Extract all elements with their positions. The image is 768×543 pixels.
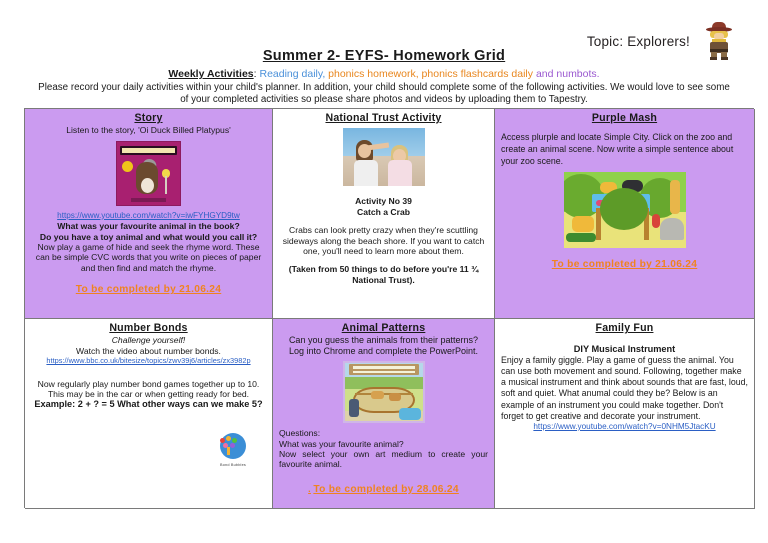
- number-bonds-subtitle: Challenge yourself!: [111, 335, 186, 346]
- story-due-date: To be completed by 21.06.24: [75, 284, 222, 296]
- animal-patterns-line-1: Can you guess the animals from their patterns?: [288, 335, 479, 346]
- intro-paragraph: Please record your daily activities within your child's planner. In addition, your child should complete some of the following activities. We would love to see some of your completed activities so please share photos and videos by uploading them to Tapestry.: [38, 82, 730, 106]
- purple-mash-due-date: To be completed by 21.06.24: [551, 259, 698, 271]
- grid-cell-number-bonds: [25, 319, 273, 509]
- story-youtube-link[interactable]: https://www.youtube.com/watch?v=iwFYHGYD9tw: [57, 210, 240, 220]
- simple-city-zoo-scene: [564, 172, 686, 248]
- grid-cell-animal-patterns: [273, 319, 495, 509]
- grid-cell-family-fun: [495, 319, 755, 509]
- grid-cell-purple-mash: [495, 109, 755, 319]
- weekly-item-phonics: phonics homework, phonics flashcards daily: [325, 68, 534, 80]
- family-fun-title: Family Fun: [595, 322, 654, 334]
- children-catching-crab-photo: [343, 128, 425, 186]
- purple-mash-title: Purple Mash: [591, 112, 658, 124]
- purple-mash-body: Access plurple and locate Simple City. Click on the zoo and create an animal scene. Now write a simple sentence about your zoo scene.: [501, 132, 734, 166]
- homework-grid: [24, 108, 754, 508]
- topic-label: Topic: Explorers!: [586, 33, 690, 49]
- oi-duck-billed-platypus-book-cover: [116, 141, 181, 206]
- weekly-colon: :: [253, 68, 257, 80]
- animal-patterns-due-prefix: .: [308, 483, 311, 494]
- story-question-1: What was your favourite animal in the book?: [57, 221, 240, 232]
- animal-patterns-powerpoint-thumbnail: [343, 361, 425, 423]
- story-question-2: Do you have a toy animal and what would you call it?: [39, 231, 258, 242]
- grid-cell-national-trust: [273, 109, 495, 319]
- number-bonds-body-2: This may be in the car or when getting ready for bed.: [47, 389, 250, 400]
- number-bonds-line2: Watch the video about number bonds.: [76, 345, 221, 356]
- number-bonds-example: Example: 2 + ? = 5 What other ways can we make 5?: [34, 399, 263, 410]
- number-bonds-body-1: Now regularly play number bond games together up to 10.: [37, 378, 260, 389]
- family-fun-body: Enjoy a family giggle. Play a game of guess the animal. You can use both movement and sound. Following, together make a musical instrument and think about sounds that are fast, loud, soft and quiet. What anumal could they be? Below is an example of an instrument you could make together. Don't forget to get creative and decorate your instrument.: [501, 354, 748, 421]
- family-fun-youtube-link[interactable]: https://www.youtube.com/watch?v=0NHM5JtacKU: [533, 422, 716, 432]
- family-fun-subtitle: DIY Musical Instrument: [573, 344, 676, 355]
- weekly-activities-line: [0, 68, 768, 80]
- national-trust-activity-number: Activity No 39: [355, 196, 412, 207]
- weekly-item-reading: Reading daily,: [256, 68, 326, 80]
- animal-patterns-title: Animal Patterns: [341, 322, 426, 334]
- number-bonds-title: Number Bonds: [109, 322, 188, 334]
- bond-bubbles-logo: [216, 433, 250, 470]
- animal-patterns-question-2: Now select your own art medium to create your favourite animal.: [279, 449, 488, 470]
- grid-cell-story: [25, 109, 273, 319]
- story-title: Story: [134, 112, 163, 124]
- national-trust-activity-name: Catch a Crab: [356, 206, 410, 217]
- animal-patterns-questions-heading: Questions:: [279, 428, 321, 439]
- animal-patterns-line-2: Log into Chrome and complete the PowerPoint.: [288, 345, 479, 356]
- bond-bubbles-caption: Bond Bubbles: [219, 462, 247, 467]
- story-subtitle: Listen to the story, 'Oi Duck Billed Platypus': [66, 125, 231, 136]
- animal-patterns-due-date: To be completed by 28.06.24: [313, 483, 459, 495]
- national-trust-source: (Taken from 50 things to do before you're 11 ¾ National Trust).: [288, 264, 479, 285]
- animal-patterns-question-1: What was your favourite animal?: [279, 438, 404, 449]
- national-trust-body: Crabs can look pretty crazy when they're scuttling sideways along the beach shore. If you want to catch one, you'll need to learn more about them.: [282, 225, 485, 257]
- weekly-activities-label: Weekly Activities: [168, 68, 254, 80]
- national-trust-title: National Trust Activity: [325, 112, 442, 124]
- number-bonds-bbc-link[interactable]: https://www.bbc.co.uk/bitesize/topics/zwv39j6/articles/zx3982p: [46, 356, 251, 366]
- weekly-item-numbots: and numbots.: [533, 68, 600, 80]
- story-body: Now play a game of hide and seek the rhyme word. These can be simple CVC words that you write on pieces of paper and then find and match the rhyme.: [35, 242, 262, 273]
- page-title: Summer 2- EYFS- Homework Grid: [262, 48, 506, 64]
